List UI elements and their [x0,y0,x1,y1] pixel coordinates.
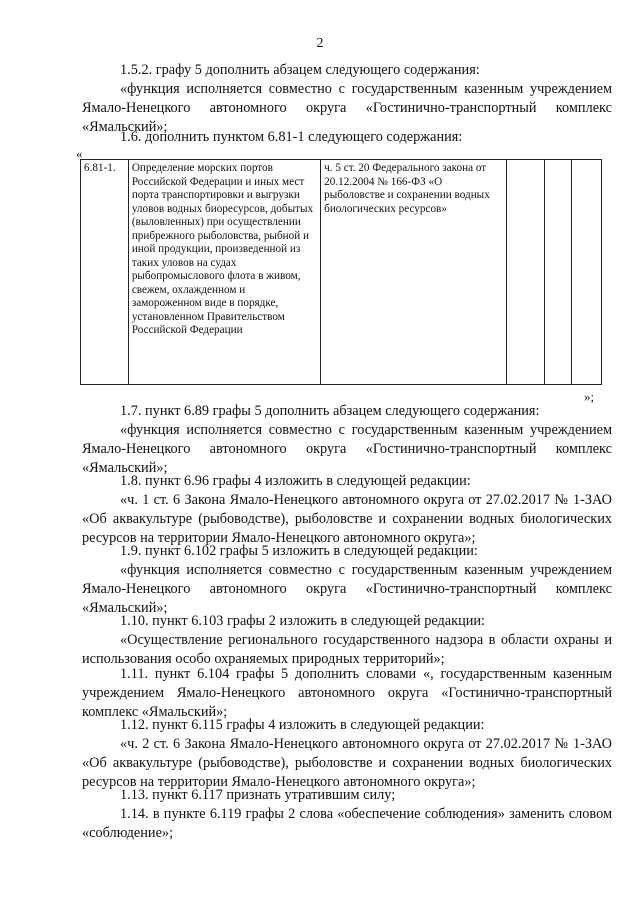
page-number: 2 [316,36,324,51]
paragraph-1-6: 1.6. дополнить пунктом 6.81-1 следующего содержания: [120,129,463,145]
cell-col6 [572,160,602,385]
paragraph-1-5-2: 1.5.2. графу 5 дополнить абзацем следующего содержания: [120,62,480,78]
paragraph-1-9-text: «функция исполняется совместно с государственным казенным учреждением Ямало-Ненецкого автономного округа «Гостинично-транспортный комплекс «Ямальский»; [82,562,612,616]
amendment-table [80,159,602,385]
paragraph-1-10-text: «Осуществление регионального государственного надзора в области охраны и использования особо охраняемых природных территорий»; [82,632,612,667]
paragraph-1-10: 1.10. пункт 6.103 графы 2 изложить в следующей редакции: [120,613,486,629]
paragraph-1-8: 1.8. пункт 6.96 графы 4 изложить в следующей редакции: [120,473,471,489]
paragraph-1-7: 1.7. пункт 6.89 графы 5 дополнить абзацем следующего содержания: [120,403,540,419]
paragraph-1-12-text: «ч. 2 ст. 6 Закона Ямало-Ненецкого автономного округа от 27.02.2017 № 1-ЗАО «Об аквакультуре (рыбоводстве), рыболовстве и сохранении водных биологических ресурсов на территории Ямало-Ненецкого автономного округа»; [82,736,612,790]
cell-col5 [544,160,571,385]
paragraph-1-14: 1.14. в пункте 6.119 графы 2 слова «обеспечение соблюдения» заменить словом «соблюдение»; [82,806,612,841]
paragraph-1-9: 1.9. пункт 6.102 графы 5 изложить в следующей редакции: [120,543,478,559]
paragraph-1-13: 1.13. пункт 6.117 признать утратившим силу; [120,787,396,803]
table-open-quote: « [76,146,83,161]
paragraph-1-12: 1.12. пункт 6.115 графы 4 изложить в следующей редакции: [120,717,485,733]
cell-col4 [507,160,545,385]
table-row [81,160,602,385]
table-close-quote: »; [584,389,595,404]
cell-legal-basis: ч. 5 ст. 20 Федерального закона от 20.12.2004 № 166-ФЗ «О рыболовстве и сохранении водных биологических ресурсов» [321,160,507,385]
paragraph-1-5-2-text: «функция исполняется совместно с государственным казенным учреждением Ямало-Ненецкого автономного округа «Гостинично-транспортный комплекс «Ямальский»; [82,81,612,135]
cell-description: Определение морских портов Российской Федерации и иных мест порта транспортировки и выгрузки уловов водных биоресурсов, добытых (выловленных) при осуществлении прибрежного рыболовства, рыбной и иной продукции, произведенной из таких уловов на судах рыбопромыслового флота в живом, свежем, охлажденном и замороженном виде в порядке, установленном Правительством Российской Федерации [128,160,320,385]
paragraph-1-7-text: «функция исполняется совместно с государственным казенным учреждением Ямало-Ненецкого автономного округа «Гостинично-транспортный комплекс «Ямальский»; [82,422,612,476]
cell-number: 6.81-1. [81,160,129,385]
paragraph-1-8-text: «ч. 1 ст. 6 Закона Ямало-Ненецкого автономного округа от 27.02.2017 № 1-ЗАО «Об аквакультуре (рыбоводстве), рыболовстве и сохранении водных биологических ресурсов на территории Ямало-Ненецкого автономного округа»; [82,492,612,546]
paragraph-1-11: 1.11. пункт 6.104 графы 5 дополнить словами «, государственным казенным учреждением Ямало-Ненецкого автономного округа «Гостинично-транспортный комплекс «Ямальский»; [82,666,612,720]
